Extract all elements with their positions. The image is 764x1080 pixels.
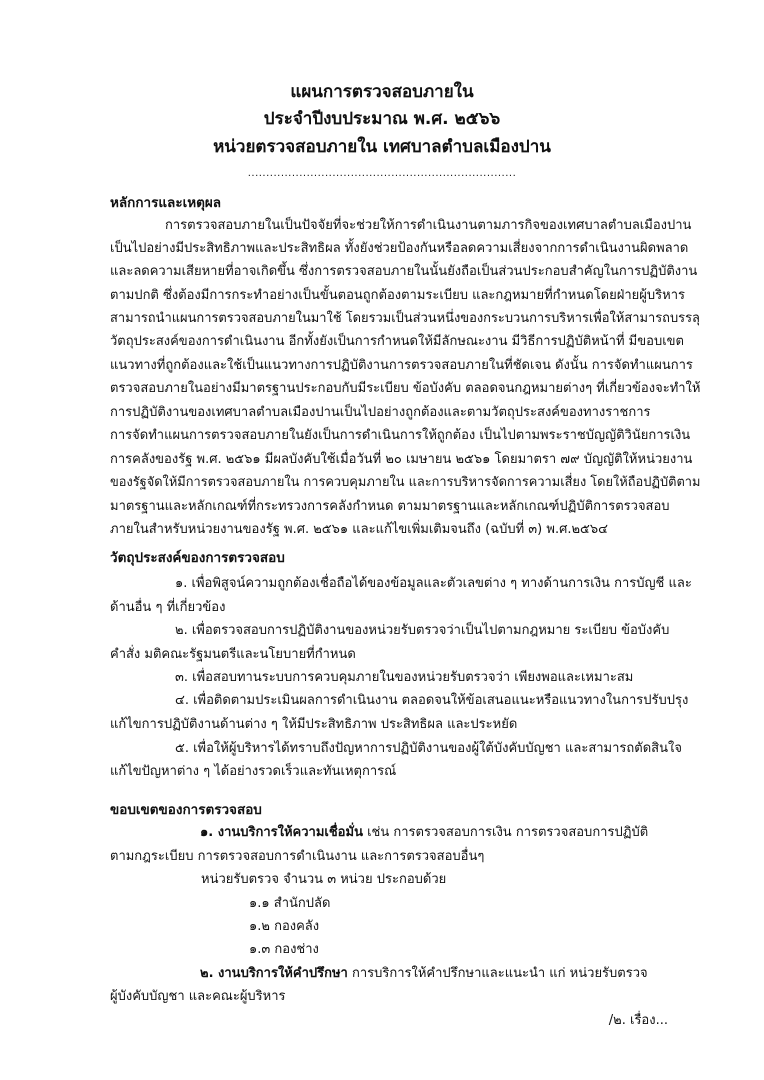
audited-unit: ๑.๒ กองคลัง xyxy=(249,919,320,934)
paragraph-line: มาตรฐานและหลักเกณฑ์ที่กระทรวงการคลังกำหนด ตามมาตรฐานและหลักเกณฑ์ปฏิบัติการตรวจสอบ xyxy=(110,499,670,514)
scope-item-consulting-cont: ผู้บังคับบัญชา และคณะผู้บริหาร xyxy=(110,989,286,1004)
scope-item-consulting-text: การบริการให้คำปรึกษาและแนะนำ แก่ หน่วยรับตรวจ xyxy=(347,966,648,981)
section-heading-principles: หลักการและเหตุผล xyxy=(110,195,222,211)
paragraph-line: การจัดทำแผนการตรวจสอบภายในยังเป็นการดำเนินการให้ถูกต้อง เป็นไปตามพระราชบัญญัติวินัยการเงิน xyxy=(110,428,691,443)
paragraph-line: และลดความเสียหายที่อาจเกิดขึ้น ซึ่งการตรวจสอบภายในนั้นยังถือเป็นส่วนประกอบสำคัญในการปฏิบัติงาน xyxy=(110,264,698,279)
paragraph-line: วัตถุประสงค์ของการดำเนินงาน อีกทั้งยังเป็นการกำหนดให้มีลักษณะงาน มีวิธีการปฏิบัติหน้าที่ มีขอบเขต xyxy=(110,334,684,349)
document-subtitle-fiscal-year: ประจำปีงบประมาณ พ.ศ. ๒๕๖๖ xyxy=(263,109,501,129)
objective-item-cont: แก้ไขการปฏิบัติงานด้านต่าง ๆ ให้มีประสิทธิภาพ ประสิทธิผล และประหยัด xyxy=(110,717,518,732)
paragraph-line: ตรวจสอบภายในอย่างมีมาตรฐานประกอบกับมีระเบียบ ข้อบังคับ ตลอดจนกฎหมายต่างๆ ที่เกี่ยวข้องจะทำให้ xyxy=(110,381,701,396)
document-subtitle-unit: หน่วยตรวจสอบภายใน เทศบาลตำบลเมืองปาน xyxy=(213,137,551,157)
next-page-marker: /๒. เรื่อง... xyxy=(608,1013,668,1028)
objective-item-cont: ด้านอื่น ๆ ที่เกี่ยวข้อง xyxy=(110,600,226,615)
paragraph-line: การคลังของรัฐ พ.ศ. ๒๕๖๑ มีผลบังคับใช้เมื่อวันที่ ๒๐ เมษายน ๒๕๖๑ โดยมาตรา ๗๙ บัญญัติให้หน่วยงาน xyxy=(110,452,693,467)
paragraph-line: สามารถนำแผนการตรวจสอบภายในมาใช้ โดยรวมเป็นส่วนหนึ่งของกระบวนการบริหารเพื่อให้สามารถบรรลุ xyxy=(110,311,700,326)
section-heading-scope: ขอบเขตของการตรวจสอบ xyxy=(110,802,262,818)
scope-item-consulting xyxy=(200,965,648,983)
section-heading-objectives: วัตถุประสงค์ของการตรวจสอบ xyxy=(110,550,285,566)
paragraph-line: แนวทางที่ถูกต้องและใช้เป็นแนวทางการปฏิบัติงานการตรวจสอบภายในที่ชัดเจน ดังนั้น การจัดทำแผนการ xyxy=(110,358,693,373)
audited-unit: ๑.๑ สำนักปลัด xyxy=(249,896,331,911)
paragraph-line: การปฏิบัติงานของเทศบาลตำบลเมืองปานเป็นไปอย่างถูกต้องและตามวัตถุประสงค์ของทางราชการ xyxy=(110,405,651,420)
objective-item-cont: คำสั่ง มติคณะรัฐมนตรีและนโยบายที่กำหนด xyxy=(110,647,356,662)
objective-item-cont: แก้ไขปัญหาต่าง ๆ ได้อย่างรวดเร็วและทันเหตุการณ์ xyxy=(110,764,397,779)
paragraph-line: เป็นไปอย่างมีประสิทธิภาพและประสิทธิผล ทั้งยังช่วยป้องกันหรือลดความเสี่ยงจากการดำเนินงานผิดพลาด xyxy=(110,241,689,256)
scope-item-assurance-cont: ตามกฎระเบียบ การตรวจสอบการดำเนินงาน และการตรวจสอบอื่นๆ xyxy=(110,849,485,864)
objective-item: ๕. เพื่อให้ผู้บริหารได้ทราบถึงปัญหาการปฏิบัติงานของผู้ใต้บังคับบัญชา และสามารถตัดสินใจ xyxy=(175,741,682,756)
objective-item: ๔. เพื่อติดตามประเมินผลการดำเนินงาน ตลอดจนให้ข้อเสนอแนะหรือแนวทางในการปรับปรุง xyxy=(175,693,689,708)
objective-item: ๑. เพื่อพิสูจน์ความถูกต้องเชื่อถือได้ของข้อมูลและตัวเลขต่าง ๆ ทางด้านการเงิน การบัญชี และ xyxy=(175,576,692,591)
objective-item: ๒. เพื่อตรวจสอบการปฏิบัติงานของหน่วยรับตรวจว่าเป็นไปตามกฎหมาย ระเบียบ ข้อบังคับ xyxy=(175,623,670,638)
scope-item-assurance-text: เช่น การตรวจสอบการเงิน การตรวจสอบการปฏิบัติ xyxy=(362,825,649,840)
title-divider: ......................................................................... xyxy=(247,168,517,179)
scope-item-assurance xyxy=(200,824,648,842)
scope-item-consulting-title: ๒. งานบริการให้คำปรึกษา xyxy=(200,966,348,981)
document-title: แผนการตรวจสอบภายใน xyxy=(290,82,474,102)
paragraph-line: ภายในสำหรับหน่วยงานของรัฐ พ.ศ. ๒๕๖๑ และแก้ไขเพิ่มเติมจนถึง (ฉบับที่ ๓) พ.ศ.๒๕๖๔ xyxy=(110,522,608,537)
paragraph-line: ของรัฐจัดให้มีการตรวจสอบภายใน การควบคุมภายใน และการบริหารจัดการความเสี่ยง โดยให้ถือปฏิบัติตาม xyxy=(110,475,701,490)
paragraph-line: การตรวจสอบภายในเป็นปัจจัยที่จะช่วยให้การดำเนินงานตามภารกิจของเทศบาลตำบลเมืองปาน xyxy=(165,218,692,233)
audited-unit: ๑.๓ กองช่าง xyxy=(249,942,319,957)
scope-item-assurance-title: ๑. งานบริการให้ความเชื่อมั่น xyxy=(200,825,363,840)
objective-item: ๓. เพื่อสอบทานระบบการควบคุมภายในของหน่วยรับตรวจว่า เพียงพอและเหมาะสม xyxy=(175,670,634,685)
paragraph-line: ตามปกติ ซึ่งต้องมีการกระทำอย่างเป็นขั้นตอนถูกต้องตามระเบียบ และกฎหมายที่กำหนดโดยฝ่ายผู้บริหาร xyxy=(110,288,685,303)
audited-units-line: หน่วยรับตรวจ จำนวน ๓ หน่วย ประกอบด้วย xyxy=(201,872,447,887)
